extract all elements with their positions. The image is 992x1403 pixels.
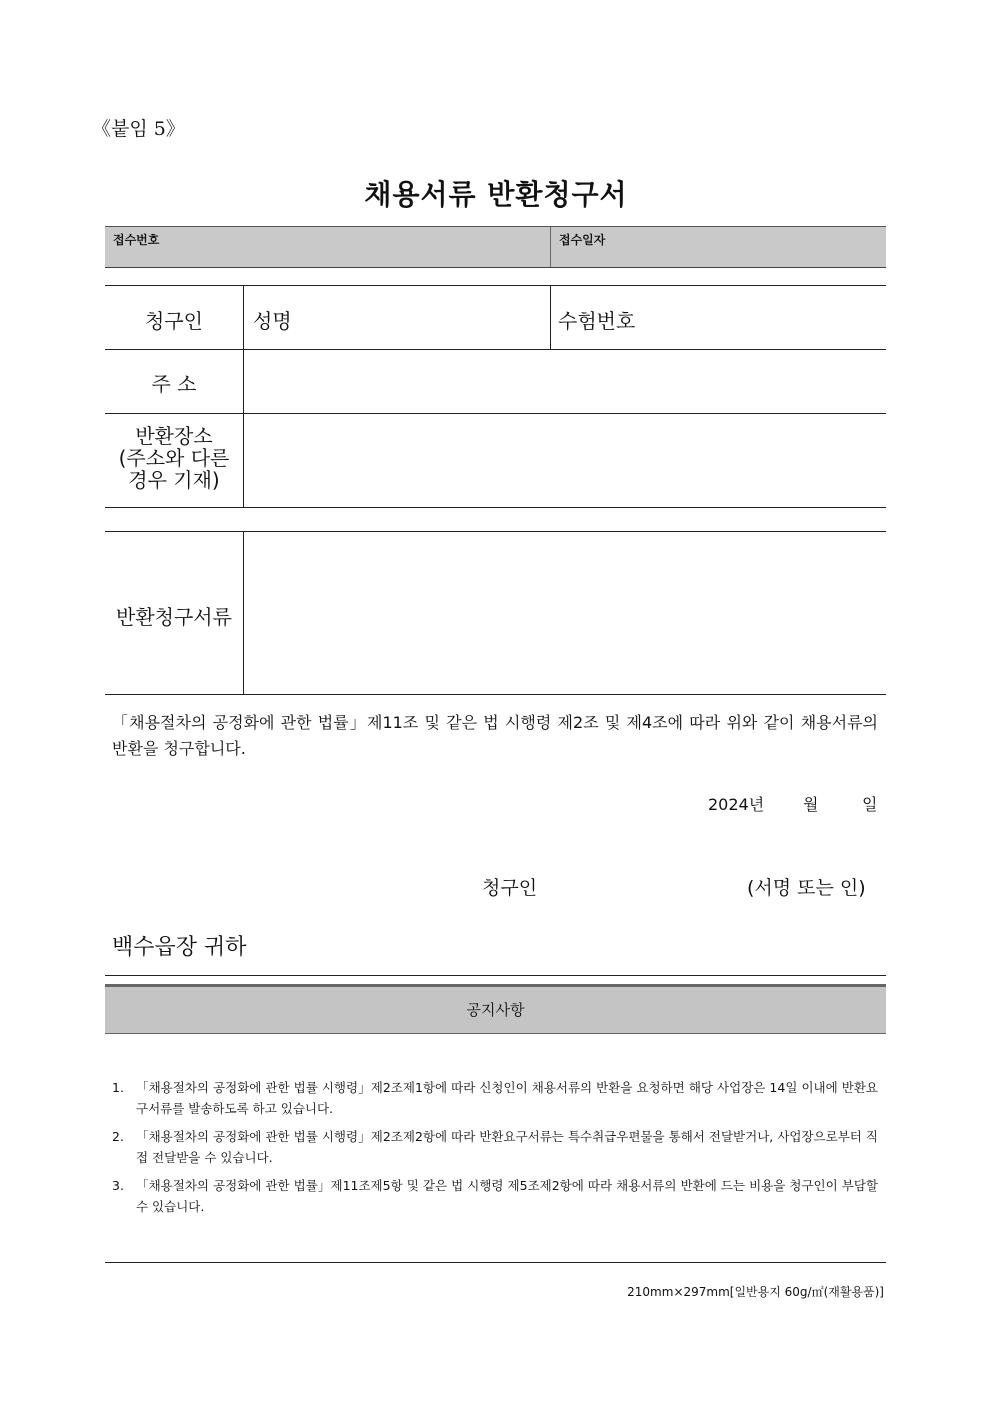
paper-size-note: 210mm×297mm[일반용지 60g/㎡(재활용품)] [627, 1285, 884, 1299]
notice-heading: 공지사항 [105, 984, 886, 1034]
receipt-row [105, 226, 886, 268]
notice-list [112, 1077, 878, 1224]
signature-note[interactable]: (서명 또는 인) [747, 877, 866, 899]
address-field[interactable] [248, 354, 882, 410]
form-row-divider [105, 413, 886, 414]
notice-item-text: 「채용절차의 공정화에 관한 법률 시행령」제2조제2항에 따라 반환요구서류는 특수취급우편물을 통해서 전달받거나, 사업장으로부터 직접 전달받을 수 있습니다. [136, 1129, 878, 1165]
documents-label: 반환청구서류 [116, 605, 232, 629]
name-label: 성명 [253, 309, 292, 333]
return-place-note: 경우 기재) [128, 468, 220, 492]
date-month[interactable]: 월 [803, 795, 819, 814]
documents-top-border [105, 531, 886, 532]
claimant-label: 청구인 [145, 309, 203, 333]
notice-separator [105, 975, 886, 976]
notice-item [112, 1175, 878, 1217]
documents-label-divider [243, 531, 244, 694]
receipt-date-label: 접수일자 [559, 233, 606, 247]
notice-item [112, 1126, 878, 1168]
return-place-label: 반환장소 [135, 424, 213, 448]
form-label-divider [243, 285, 244, 507]
date-day[interactable]: 일 [862, 795, 878, 814]
notice-item-number: 1. [112, 1080, 124, 1095]
notice-item-text: 「채용절차의 공정화에 관한 법률 시행령」제2조제1항에 따라 신청인이 채용서류의 반환을 요청하면 해당 사업장은 14일 이내에 반환요구서류를 발송하도록 하고 있습니다. [136, 1080, 878, 1116]
documents-bottom-border [105, 694, 886, 695]
attachment-label: 《붙임 5》 [92, 118, 185, 140]
addressee: 백수읍장 귀하 [112, 935, 247, 960]
document-title: 채용서류 반환청구서 [364, 178, 628, 211]
form-name-divider [550, 285, 551, 349]
exam-number-field[interactable] [640, 290, 880, 346]
address-label: 주 소 [151, 372, 197, 396]
notice-item-number: 3. [112, 1178, 124, 1193]
documents-field[interactable] [248, 536, 882, 690]
notice-item [112, 1077, 878, 1119]
notice-item-number: 2. [112, 1129, 124, 1144]
receipt-number-cell[interactable] [105, 227, 550, 267]
signature-claimant-label: 청구인 [482, 877, 538, 899]
request-statement: 「채용절차의 공정화에 관한 법률」제11조 및 같은 법 시행령 제2조 및 제4조에 따라 위와 같이 채용서류의 반환을 청구합니다. [112, 713, 878, 758]
receipt-number-label: 접수번호 [113, 233, 160, 247]
return-place-field[interactable] [248, 418, 882, 504]
form-bottom-border [105, 507, 886, 508]
return-place-note: (주소와 다른 [118, 446, 230, 470]
form-row-divider [105, 349, 886, 350]
name-field[interactable] [290, 290, 545, 346]
footer-separator [105, 1262, 886, 1263]
return-place-label-block [105, 425, 243, 491]
exam-number-label: 수험번호 [558, 309, 636, 333]
date-year[interactable]: 2024년 [708, 795, 765, 814]
notice-item-text: 「채용절차의 공정화에 관한 법률」제11조제5항 및 같은 법 시행령 제5조제2항에 따라 채용서류의 반환에 드는 비용을 청구인이 부담할 수 있습니다. [136, 1178, 878, 1214]
receipt-date-cell[interactable] [551, 227, 886, 267]
form-top-border [105, 285, 886, 286]
